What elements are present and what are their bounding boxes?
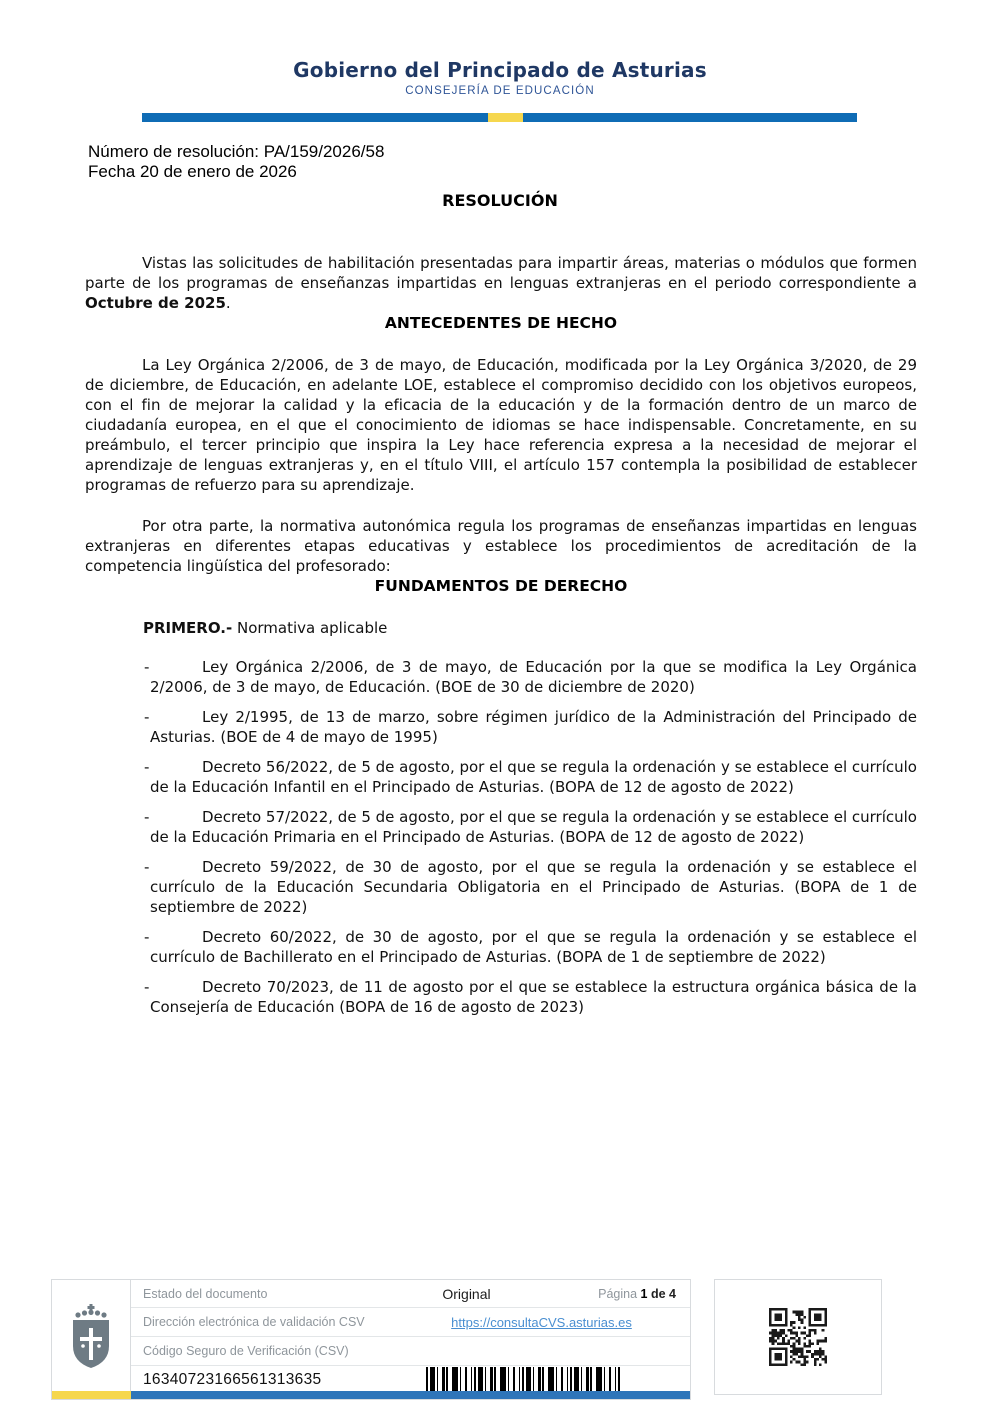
- csv-code: 16340723166561313635: [143, 1370, 322, 1388]
- footer-bar-blue: [131, 1391, 690, 1399]
- document-header: [0, 58, 1000, 122]
- page-label: Página: [598, 1286, 638, 1301]
- footer-rows: [131, 1280, 690, 1399]
- list-item: - Decreto 57/2022, de 5 de agosto, por el que se regula la ordenación y se establece el currículo de la Educación Primaria en el Principado de Asturias. (BOPA de 12 de agosto de 2022): [150, 807, 917, 847]
- list-item: - Decreto 70/2023, de 11 de agosto por el que se establece la estructura orgánica básica de la Consejería de Educación (BOPA de 16 de agosto de 2023): [150, 977, 917, 1017]
- intro-bold-period: Octubre de 2025: [85, 294, 226, 312]
- resolution-date: Fecha 20 de enero de 2026: [88, 162, 297, 181]
- intro-text-end: .: [225, 294, 231, 312]
- qr-box: [714, 1279, 882, 1395]
- barcode-icon: [426, 1367, 620, 1393]
- list-item: - Ley 2/1995, de 13 de marzo, sobre régimen jurídico de la Administración del Principado de Asturias. (BOE de 4 de mayo de 1995): [150, 707, 917, 747]
- footer-row-csv-label: [131, 1336, 690, 1365]
- csv-code-label: Código Seguro de Verificación (CSV): [143, 1344, 349, 1358]
- document-status-value: Original: [442, 1285, 491, 1302]
- document-body: [0, 253, 1000, 1017]
- asturias-shield-icon: [68, 1304, 114, 1370]
- footer-bar-yellow: [52, 1391, 131, 1399]
- intro-paragraph: [85, 253, 917, 313]
- document-title: RESOLUCIÓN: [442, 191, 558, 210]
- footer-color-bar: [52, 1391, 690, 1399]
- document-status-label: Estado del documento: [143, 1286, 268, 1301]
- page-total: de 4: [650, 1286, 676, 1301]
- shield-cell: [52, 1280, 131, 1393]
- list-item: - Ley Orgánica 2/2006, de 3 de mayo, de Educación por la que se modifica la Ley Orgánica 2/2006, de 3 de mayo, de Educación. (BOE de 30 de diciembre de 2020): [150, 657, 917, 697]
- footer-row-status: [131, 1280, 690, 1307]
- normative-list: [85, 657, 917, 1017]
- list-item: - Decreto 56/2022, de 5 de agosto, por el que se regula la ordenación y se establece el currículo de la Educación Infantil en el Principado de Asturias. (BOPA de 12 de agosto de 2022): [150, 757, 917, 797]
- paragraph-normativa-autonomica: Por otra parte, la normativa autonómica regula los programas de enseñanzas impartidas en lenguas extranjeras en diferentes etapas educativas y establece los procedimientos de acreditación de la competencia lingüística del profesorado:: [85, 517, 917, 575]
- footer-row-validation-url: [131, 1307, 690, 1336]
- csv-footer-box: [51, 1279, 691, 1400]
- section-heading-fundamentos: FUNDAMENTOS DE DERECHO: [374, 577, 628, 595]
- csv-url-label: Dirección electrónica de validación CSV: [143, 1315, 365, 1329]
- header-divider-bar: [142, 113, 857, 122]
- csv-validation-link[interactable]: https://consultaCVS.asturias.es: [451, 1314, 632, 1330]
- list-item: - Decreto 59/2022, de 30 de agosto, por el que se regula la ordenación y se establece el currículo de la Educación Secundaria Obligatoria en el Principado de Asturias. (BOPA de 1 de septiembre de 2022): [150, 857, 917, 917]
- section-heading-antecedentes: ANTECEDENTES DE HECHO: [384, 314, 618, 332]
- primero-line: [143, 618, 917, 638]
- intro-text: Vistas las solicitudes de habilitación presentadas para impartir áreas, materias o módulos que formen parte de los programas de enseñanzas impartidas en lenguas extranjeras en el periodo correspondiente a: [85, 254, 917, 292]
- qr-code-icon: [769, 1308, 827, 1366]
- primero-label: PRIMERO.-: [143, 619, 233, 637]
- page-indicator: [526, 1287, 676, 1301]
- org-title: Gobierno del Principado de Asturias: [293, 58, 707, 82]
- org-department: CONSEJERÍA DE EDUCACIÓN: [405, 85, 595, 97]
- resolution-number: Número de resolución: PA/159/2026/58: [88, 142, 385, 161]
- paragraph-ley-organica: La Ley Orgánica 2/2006, de 3 de mayo, de Educación, modificada por la Ley Orgánica 3/2020, de 29 de diciembre, de Educación, en adelante LOE, establece el compromiso decidido con los objetivos europeos, con el fin de mejorar la calidad y la eficacia de la educación y de la formación dentro de un marco de ciudadanía europea, en el que el conocimiento de idiomas se hace indispensable. Concretamente, en su preámbulo, el tercer principio que inspira la Ley hace referencia expresa a la necesidad de mejorar el aprendizaje de lenguas extranjeras y, en el título VIII, el artículo 157 contempla la posibilidad de establecer programas de refuerzo para su aprendizaje.: [85, 356, 917, 494]
- list-item: - Decreto 60/2022, de 30 de agosto, por el que se regula la ordenación y se establece el currículo de Bachillerato en el Principado de Asturias. (BOPA de 1 de septiembre de 2022): [150, 927, 917, 967]
- primero-text: Normativa aplicable: [232, 619, 388, 637]
- resolution-meta: [88, 142, 1000, 182]
- page-current: 1: [640, 1286, 648, 1301]
- footer-row-csv-code: [131, 1365, 690, 1393]
